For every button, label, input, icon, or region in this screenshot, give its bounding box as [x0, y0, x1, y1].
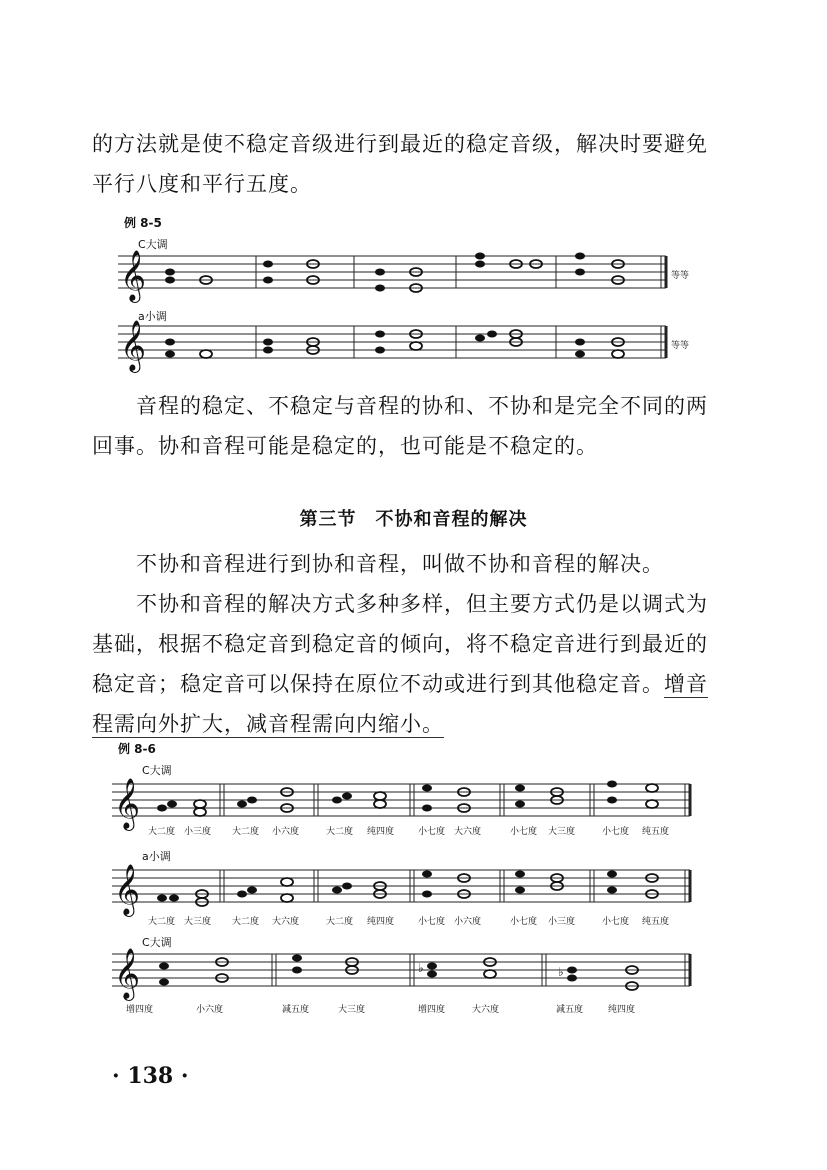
- key-label-row2: a小调: [142, 850, 171, 863]
- end-mark: 等等: [671, 271, 690, 281]
- paragraph-definition: 不协和音程进行到协和音程，叫做不协和音程的解决。: [136, 552, 664, 576]
- svg-text:小六度: 小六度: [454, 917, 482, 927]
- svg-text:大六度: 大六度: [454, 827, 482, 837]
- svg-text:纯五度: 纯五度: [642, 827, 670, 837]
- svg-text:小三度: 小三度: [184, 827, 212, 837]
- svg-text:减五度: 减五度: [556, 1005, 584, 1015]
- example-8-5-score: [118, 228, 708, 380]
- svg-text:大二度: 大二度: [148, 917, 176, 927]
- augmented-diminished-rule: 增音程需向外扩大，减音程需向内缩小。: [92, 672, 708, 736]
- svg-text:大六度: 大六度: [272, 917, 300, 927]
- page-number: · 138 ·: [112, 1063, 189, 1089]
- svg-text:大二度: 大二度: [232, 917, 260, 927]
- interval-labels-row1: [148, 825, 669, 837]
- svg-text:大三度: 大三度: [548, 827, 576, 837]
- example-8-5-label: 例 8-5: [124, 216, 162, 230]
- svg-text:小六度: 小六度: [272, 827, 300, 837]
- key-label-minor: a小调: [138, 310, 167, 323]
- key-label-major: C大调: [138, 238, 168, 251]
- svg-text:大三度: 大三度: [184, 917, 212, 927]
- staff-8-6-row3: [112, 954, 690, 986]
- svg-text:小七度: 小七度: [602, 827, 630, 837]
- svg-text:小七度: 小七度: [418, 917, 446, 927]
- svg-text:大六度: 大六度: [472, 1005, 500, 1015]
- end-mark: 等等: [671, 341, 690, 351]
- example-8-6-label: 例 8-6: [118, 742, 156, 756]
- svg-text:小六度: 小六度: [196, 1005, 224, 1015]
- svg-text:♭: ♭: [558, 965, 564, 979]
- treble-clef-icon: 𝄞: [120, 320, 147, 371]
- resolution-methods-text: 不协和音程的解决方式多种多样，但主要方式仍是以调式为基础，根据不稳定音到稳定音的倾向，将不稳定音进行到最近的稳定音；稳定音可以保持在原位不动或进行到其他稳定音。: [92, 592, 708, 696]
- svg-text:小七度: 小七度: [602, 917, 630, 927]
- paragraph-resolution-methods: [92, 584, 722, 744]
- svg-text:增四度: 增四度: [418, 1005, 446, 1015]
- svg-text:♭: ♭: [418, 961, 424, 975]
- svg-text:纯四度: 纯四度: [367, 917, 395, 927]
- svg-text:增四度: 增四度: [126, 1005, 154, 1015]
- section-heading: 第三节 不协和音程的解决: [299, 509, 528, 530]
- svg-text:小七度: 小七度: [510, 917, 538, 927]
- svg-text:大二度: 大二度: [148, 827, 176, 837]
- svg-text:小七度: 小七度: [510, 827, 538, 837]
- paragraph-continuation: 的方法就是使不稳定音级进行到最近的稳定音级，解决时要避免平行八度和平行五度。: [92, 132, 708, 196]
- svg-text:纯五度: 纯五度: [642, 917, 670, 927]
- treble-clef-icon: 𝄞: [120, 250, 147, 301]
- svg-text:小三度: 小三度: [548, 917, 576, 927]
- treble-clef-icon: 𝄞: [114, 864, 141, 915]
- interval-labels-row3: [126, 1003, 635, 1015]
- treble-clef-icon: 𝄞: [114, 948, 141, 999]
- svg-text:小七度: 小七度: [418, 827, 446, 837]
- example-8-6-score: [112, 758, 702, 1028]
- svg-text:大二度: 大二度: [232, 827, 260, 837]
- interval-labels-row2: [148, 915, 669, 927]
- svg-text:纯四度: 纯四度: [367, 827, 395, 837]
- svg-text:减五度: 减五度: [282, 1005, 310, 1015]
- svg-text:大二度: 大二度: [326, 917, 354, 927]
- svg-text:大二度: 大二度: [326, 827, 354, 837]
- key-label-row3: C大调: [142, 936, 172, 949]
- svg-text:纯四度: 纯四度: [608, 1005, 636, 1015]
- key-label-row1: C大调: [142, 764, 172, 777]
- paragraph-stability: 音程的稳定、不稳定与音程的协和、不协和是完全不同的两回事。协和音程可能是稳定的，也可能是不稳定的。: [92, 394, 708, 458]
- svg-text:大三度: 大三度: [338, 1005, 366, 1015]
- treble-clef-icon: 𝄞: [114, 778, 141, 829]
